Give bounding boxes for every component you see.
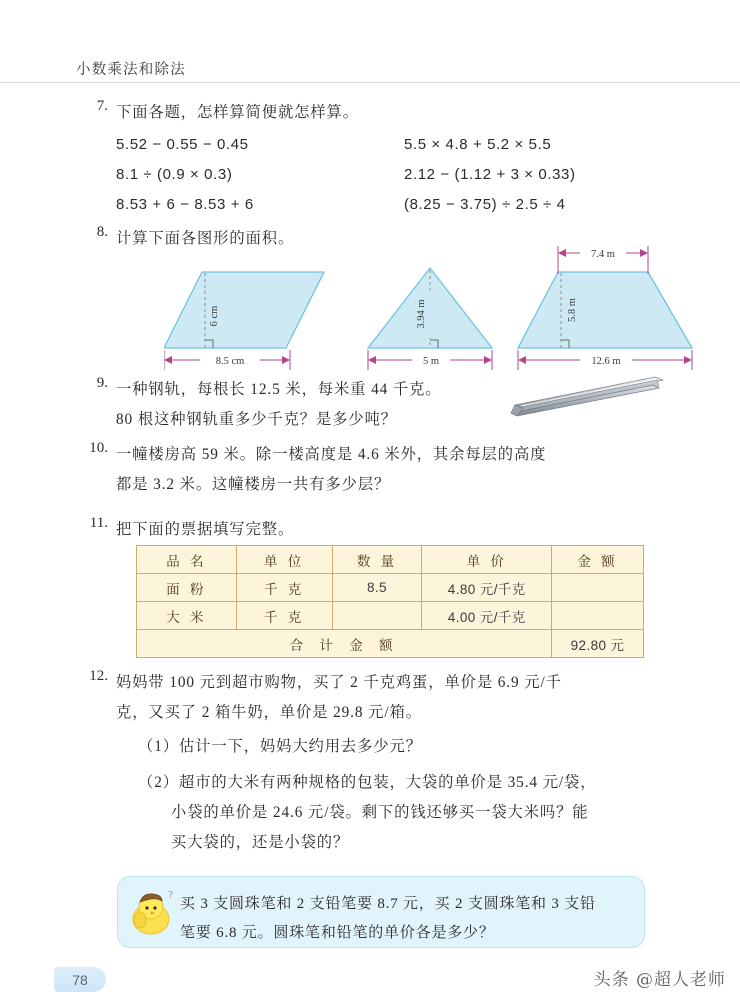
base-label: 8.5 cm: [215, 356, 245, 367]
expression-row: [116, 160, 674, 190]
base-label: 5 m: [422, 356, 440, 367]
cell-item-price: 4.00 元/千克: [422, 602, 552, 630]
question-9-line: 一种钢轨，每根长 12.5 米，每米重 44 千克。: [116, 381, 442, 398]
table-total-row: [137, 630, 644, 658]
question-11: [74, 515, 694, 545]
think-box: [117, 876, 645, 948]
sub-line-row: [138, 828, 694, 858]
table-header-cell-amount: 金 额: [552, 546, 644, 574]
question-12-line: 克，又买了 2 箱牛奶，单价是 29.8 元/箱。: [116, 704, 422, 721]
sub-line-text: 超市的大米有两种规格的包装，大袋的单价是 35.4 元/袋，: [178, 774, 597, 791]
question-7: [74, 98, 674, 220]
question-7-number: 7.: [96, 98, 108, 114]
question-7-prompt: 下面各题，怎样算简便就怎样算。: [116, 104, 359, 121]
watermark: 头条 @超人老师: [593, 970, 726, 990]
question-10-line: 都是 3.2 米。这幢楼房一共有多少层？: [116, 476, 391, 493]
question-10: [74, 440, 694, 500]
question-mark-glyph: ?: [168, 889, 173, 901]
total-value: 92.80 元: [552, 630, 644, 658]
sub-line-text: 买大袋的，还是小袋的？: [171, 834, 350, 851]
chapter-title: 小数乘法和除法: [76, 62, 186, 78]
question-9-line: 80 根这种钢轨重多少千克？是多少吨？: [116, 411, 397, 428]
sub-line-row: [138, 798, 694, 828]
sub-line-row: [138, 768, 694, 798]
expression-row: [116, 130, 674, 160]
sub-line-text: 小袋的单价是 24.6 元/袋。剩下的钱还够买一袋大米吗？能: [171, 804, 589, 821]
top-label: 7.4 m: [591, 249, 615, 260]
question-8-number: 8.: [96, 224, 108, 240]
height-label: 3.94 m: [416, 299, 427, 329]
page-header: [0, 58, 740, 88]
question-10-line: 一幢楼房高 59 米。除一楼高度是 4.6 米外，其余每层的高度: [116, 446, 547, 463]
arrow-left-icon: [368, 356, 376, 364]
arrow-left-icon: [164, 356, 172, 364]
height-label: 6 cm: [209, 305, 220, 327]
expression-left: 5.52 − 0.55 − 0.45: [116, 136, 249, 153]
height-label: 5.8 m: [567, 298, 578, 322]
trapezoid-shape: [518, 272, 692, 348]
cell-item-amount[interactable]: [552, 602, 644, 630]
question-8-figures: [116, 249, 694, 370]
chick-eye-left: [145, 906, 148, 909]
header-divider: [0, 82, 740, 83]
think-box-text: [180, 890, 628, 948]
question-11-number: 11.: [89, 515, 108, 531]
question-12-sub-2: [116, 768, 694, 858]
sub-label-2: （2）: [138, 774, 179, 791]
arrow-left-icon: [558, 249, 566, 257]
arrow-right-icon: [684, 356, 692, 364]
expression-row: [116, 190, 674, 220]
table-row: [137, 574, 644, 602]
question-10-number: 10.: [89, 440, 108, 456]
table-header-row: [137, 546, 644, 574]
sub-label-1: （1）: [138, 738, 179, 755]
expression-left: 8.1 ÷ (0.9 × 0.3): [116, 166, 233, 183]
question-9-text: [116, 375, 494, 435]
question-8-prompt: 计算下面各图形的面积。: [116, 230, 295, 247]
question-11-prompt: 把下面的票据填写完整。: [116, 521, 295, 538]
question-12-number: 12.: [89, 668, 108, 684]
cell-item-price: 4.80 元/千克: [422, 574, 552, 602]
arrow-right-icon: [484, 356, 492, 364]
table-header-cell-unit: 单 位: [236, 546, 332, 574]
parallelogram-shape: [164, 272, 324, 348]
question-10-text: [116, 440, 694, 500]
cell-item-unit: 千 克: [236, 574, 332, 602]
arrow-left-icon: [518, 356, 526, 364]
question-12: [74, 668, 694, 858]
question-12-text: [116, 668, 694, 728]
cell-item-unit: 千 克: [236, 602, 332, 630]
chick-wing: [134, 912, 146, 928]
figure-parallelogram: [164, 260, 354, 375]
table-header-cell-name: 品 名: [137, 546, 237, 574]
steel-rail-illustration: [497, 372, 667, 427]
question-9-number: 9.: [96, 375, 108, 391]
cell-item-name: 大 米: [137, 602, 237, 630]
sub-line-text: 估计一下，妈妈大约用去多少元？: [178, 738, 422, 755]
cell-item-name: 面 粉: [137, 574, 237, 602]
table-header-cell-price: 单 价: [422, 546, 552, 574]
think-box-line: 买 3 支圆珠笔和 2 支铅笔要 8.7 元，买 2 支圆珠笔和 3 支铅: [180, 896, 596, 912]
table-row: [137, 602, 644, 630]
cell-item-qty[interactable]: [332, 602, 422, 630]
base-label: 12.6 m: [591, 356, 621, 367]
figure-triangle: [364, 260, 524, 375]
arrow-right-icon: [640, 249, 648, 257]
expression-right: 2.12 − (1.12 + 3 × 0.33): [404, 166, 576, 183]
question-12-line: 妈妈带 100 元到超市购物，买了 2 千克鸡蛋，单价是 6.9 元/千: [116, 674, 562, 691]
question-8: [74, 224, 694, 370]
expression-right: 5.5 × 4.8 + 5.2 × 5.5: [404, 136, 552, 153]
page-number-badge: 78: [54, 967, 106, 992]
expression-right: (8.25 − 3.75) ÷ 2.5 ÷ 4: [404, 196, 566, 213]
rail-foot: [511, 385, 659, 416]
chick-eye-right: [153, 906, 156, 909]
total-label: 合 计 金 额: [137, 630, 552, 658]
question-12-sub-1: [116, 732, 694, 762]
think-box-line: 笔要 6.8 元。圆珠笔和铅笔的单价各是多少？: [180, 925, 495, 941]
figure-trapezoid: [514, 242, 729, 375]
table-header-cell-qty: 数 量: [332, 546, 422, 574]
arrow-right-icon: [282, 356, 290, 364]
cell-item-qty[interactable]: 8.5: [332, 574, 422, 602]
bill-table: [136, 545, 644, 658]
question-7-expressions: [116, 130, 674, 220]
question-9: [74, 375, 494, 435]
cell-item-amount[interactable]: [552, 574, 644, 602]
expression-left: 8.53 + 6 − 8.53 + 6: [116, 196, 254, 213]
chick-icon: [128, 885, 178, 942]
